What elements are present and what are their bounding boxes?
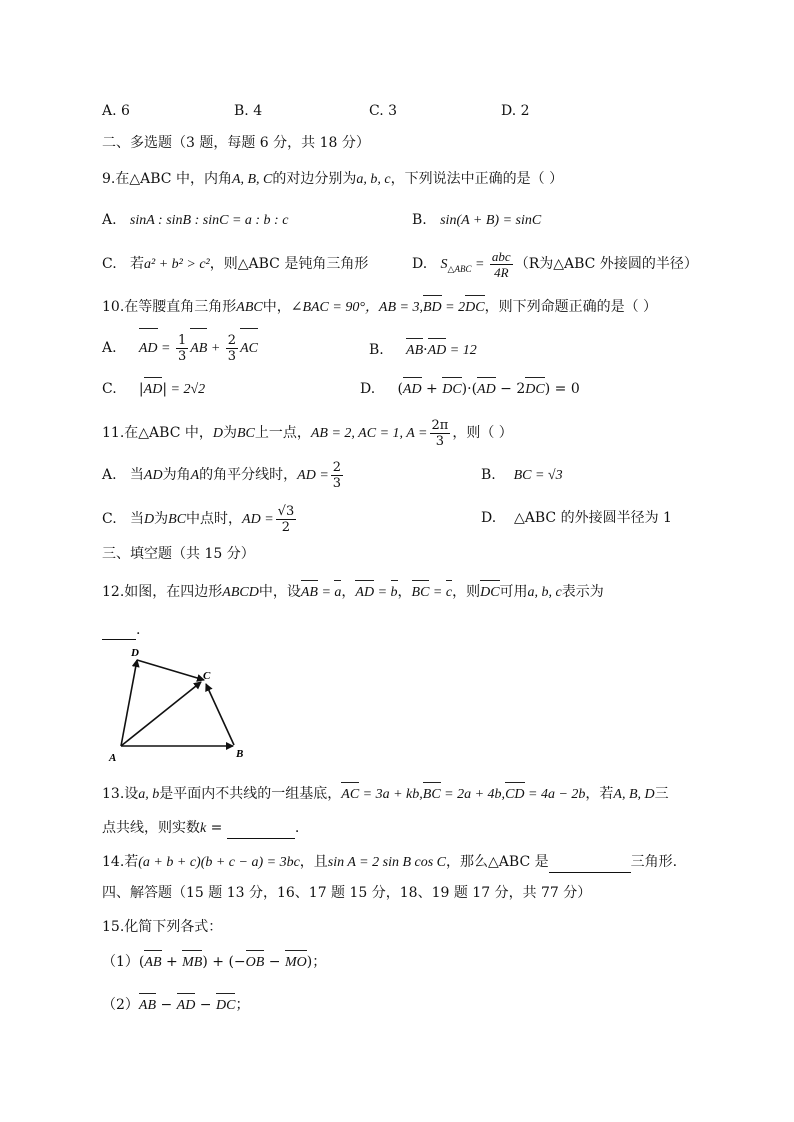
- question-11-option-d: D. △ABC 的外接圆半径为 1: [481, 510, 672, 526]
- option-a-q8: A. 6: [102, 103, 130, 119]
- question-11-option-b: B. BC = √3: [481, 467, 563, 483]
- question-10-option-d: D. (AD + DC)·(AD − 2DC) = 0: [360, 379, 580, 400]
- question-11-stem: 11.在△ABC 中，D为BC上一点，AB = 2, AC = 1, A = $\frac{2\pi}{3}$ ，则（ ）: [102, 417, 513, 449]
- option-d-q8: D. 2: [501, 103, 530, 119]
- section-heading-multiple-choice: 二、多选题（3 题，每题 6 分，共 18 分）: [102, 135, 370, 151]
- question-14-answer-blank[interactable]: [549, 858, 631, 873]
- section-heading-fill-in: 三、填空题（共 15 分）: [102, 546, 255, 562]
- question-13-line-2: 点共线，则实数k = .: [102, 818, 299, 839]
- option-c-q8: C. 3: [369, 103, 398, 119]
- question-10-option-b: B. AB·AD = 12: [369, 340, 477, 361]
- question-9-option-b: B. sin(A + B) = sinC: [412, 212, 542, 228]
- question-11-option-c: C. 当D为BC中点时，AD = $\frac{√3}{2}$: [102, 503, 295, 535]
- question-11-option-a: A. 当AD为角A的角平分线时，AD = $\frac{2}{3}$: [102, 459, 342, 491]
- question-9-stem: 9.在△ABC 中，内角A, B, C的对边分别为a, b, c，下列说法中正确的是（ ）: [102, 171, 564, 187]
- vector-ad-arrow: [121, 660, 137, 746]
- option-b-q8: B. 4: [234, 103, 263, 119]
- question-9-option-c: C. 若a² + b² > c²，则△ABC 是钝角三角形: [102, 256, 369, 272]
- question-14: 14.若(a + b + c)(b + c − a) = 3bc，且sin A = 2 sin B cos C，那么△ABC 是 三角形.: [102, 852, 677, 873]
- question-10-option-a: A. AD = $\frac{1}{3}$ AB + $\frac{2}{3}$ AC: [102, 330, 258, 367]
- quadrilateral-figure: [100, 640, 260, 770]
- section-heading-solution: 四、解答题（15 题 13 分，16、17 题 15 分，18、19 题 17 分，共 77 分）: [102, 885, 592, 901]
- vector-dc-arrow: [137, 660, 204, 680]
- vertex-label-c: C: [203, 670, 211, 682]
- question-9-option-a: A. sinA : sinB : sinC = a : b : c: [102, 212, 289, 228]
- question-12-answer-blank[interactable]: .: [102, 620, 140, 640]
- question-10-stem: 10.在等腰直角三角形ABC中，∠BAC = 90°，AB = 3,BD = 2DC，则下列命题正确的是（ ）: [102, 297, 657, 318]
- vector-ac-arrow: [121, 682, 201, 746]
- question-12-stem: 12.如图，在四边形ABCD中，设AB = a，AD = b，BC = c，则DC可用a, b, c表示为: [102, 582, 604, 603]
- question-10-option-c: C. |AD| = 2√2: [102, 379, 205, 400]
- question-13-line-1: 13.设a, b是平面内不共线的一组基底，AC = 3a + kb,BC = 2a + 4b,CD = 4a − 2b，若A, B, D三: [102, 784, 669, 805]
- vertex-label-b: B: [236, 748, 244, 760]
- question-13-answer-blank[interactable]: [227, 824, 295, 839]
- question-9-option-d: D. $S_{\triangle ABC}$ = $\frac{\text{abc}}{4R}$ （R为△ABC 外接圆的半径）: [412, 248, 698, 280]
- question-15-part-2: （2）AB − AD − DC；: [102, 995, 249, 1016]
- vertex-label-a: A: [109, 752, 117, 764]
- vertex-label-d: D: [131, 647, 139, 659]
- vector-bc-arrow: [206, 684, 234, 745]
- question-15-part-1: （1）(AB + MB) + (−OB − MO)；: [102, 952, 326, 973]
- question-15-stem: 15.化简下列各式：: [102, 919, 223, 935]
